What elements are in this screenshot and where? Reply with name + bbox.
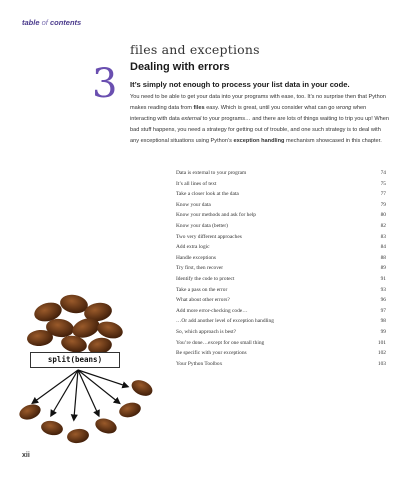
chapter-title: Dealing with errors <box>130 61 230 73</box>
toc-entry[interactable] <box>176 359 386 370</box>
chapter-number: 3 <box>92 61 118 107</box>
running-header <box>22 18 81 27</box>
toc-entry[interactable] <box>176 168 386 179</box>
toc-entry-page: 77 <box>380 191 386 198</box>
toc-entry-title: Add extra logic <box>176 244 210 251</box>
toc-entry-page: 91 <box>380 275 386 282</box>
toc-entry-title: Be specific with your exceptions <box>176 350 247 357</box>
toc-entry-page: 102 <box>377 350 386 357</box>
toc-entry[interactable] <box>176 189 386 200</box>
toc-entry-page: 83 <box>380 233 386 240</box>
chapter-handwritten-title: files and exceptions <box>130 42 260 57</box>
toc-entry-title: Two very different approaches <box>176 233 242 240</box>
intro-bold: files <box>193 105 205 111</box>
toc-entry[interactable] <box>176 179 386 190</box>
intro-text: mechanism showcased in this chapter. <box>284 138 382 144</box>
toc-entry-title: Your Python Toolbox <box>176 360 223 367</box>
toc-list <box>176 168 386 369</box>
toc-entry[interactable] <box>176 232 386 243</box>
toc-entry-page: 93 <box>380 286 386 293</box>
toc-entry-title: Know your methods and ask for help <box>176 212 256 219</box>
toc-entry[interactable] <box>176 253 386 264</box>
coffee-beans-illustration <box>18 290 178 450</box>
intro-lead: It’s simply not enough to process your list data in your code. <box>130 80 350 89</box>
bean-cluster-top <box>26 293 124 357</box>
split-beans-label: split(beans) <box>30 352 120 368</box>
toc-entry-title: It’s all lines of text <box>176 180 217 187</box>
toc-entry[interactable] <box>176 221 386 232</box>
toc-entry-title: Add more error-checking code… <box>176 307 248 314</box>
toc-entry[interactable] <box>176 242 386 253</box>
intro-text: easy. Which is great, until you consider what can go <box>204 105 337 111</box>
toc-entry[interactable] <box>176 348 386 359</box>
toc-entry-page: 88 <box>380 254 386 261</box>
toc-entry-title: What about other errors? <box>176 297 230 304</box>
toc-entry-page: 96 <box>380 297 386 304</box>
toc-entry-page: 74 <box>380 170 386 176</box>
toc-entry[interactable] <box>176 200 386 211</box>
toc-entry-page: 103 <box>377 360 386 367</box>
toc-entry-title: So, which approach is best? <box>176 328 237 335</box>
toc-entry-title: Know your data (better) <box>176 222 228 229</box>
intro-bold: exception handling <box>233 138 285 144</box>
toc-entry-title: Take a pass on the error <box>176 286 228 293</box>
toc-entry-page: 99 <box>380 328 386 335</box>
toc-entry[interactable] <box>176 274 386 285</box>
toc-entry-page: 79 <box>380 201 386 208</box>
intro-text: when interacting with data <box>130 105 367 122</box>
toc-entry-title: Take a closer look at the data <box>176 191 239 198</box>
toc-entry-title: Data is external to your program <box>176 170 247 176</box>
header-word-table: table <box>22 18 40 27</box>
header-word-contents: contents <box>49 18 82 27</box>
intro-italic: external <box>181 116 202 122</box>
toc-entry[interactable] <box>176 327 386 338</box>
toc-entry-title: …Or add another level of exception handling <box>176 318 274 325</box>
chapter-intro <box>130 80 390 147</box>
toc-entry[interactable] <box>176 210 386 221</box>
toc-entry-title: Identify the code to protect <box>176 275 235 282</box>
intro-italic: wrong <box>336 105 352 111</box>
toc-entry[interactable] <box>176 316 386 327</box>
toc-entry-page: 98 <box>380 318 386 325</box>
toc-entry[interactable] <box>176 295 386 306</box>
toc-entry-page: 97 <box>380 307 386 314</box>
toc-entry-page: 75 <box>380 180 386 187</box>
intro-body <box>130 92 390 147</box>
toc-entry[interactable] <box>176 285 386 296</box>
intro-text: You need to be able to get your data into your programs with ease, too. It’s no surprise then that Python makes reading data from <box>130 94 386 111</box>
intro-text: to your programs… and there are lots of things waiting to trip you up! When bad stuff happens, you need a strategy for getting out of trouble, and one such strategy is to deal with any exceptional situations using Python’s <box>130 116 390 144</box>
toc-entry[interactable] <box>176 338 386 349</box>
toc-entry-page: 89 <box>380 265 386 272</box>
header-word-of: of <box>41 18 48 27</box>
toc-entry-page: 80 <box>380 212 386 219</box>
toc-entry-title: You’re done…except for one small thing <box>176 339 265 346</box>
toc-entry-page: 101 <box>377 339 386 346</box>
toc-entry[interactable] <box>176 306 386 317</box>
toc-entry-title: Know your data <box>176 201 211 208</box>
toc-entry-page: 82 <box>380 222 386 229</box>
page-number: xii <box>22 452 30 459</box>
toc-entry-title: Handle exceptions <box>176 254 216 261</box>
toc-entry-page: 84 <box>380 244 386 251</box>
scattered-beans <box>18 377 155 444</box>
toc-entry-title: Try first, then recover <box>176 265 224 272</box>
toc-entry[interactable] <box>176 263 386 274</box>
split-arrows <box>34 370 126 418</box>
